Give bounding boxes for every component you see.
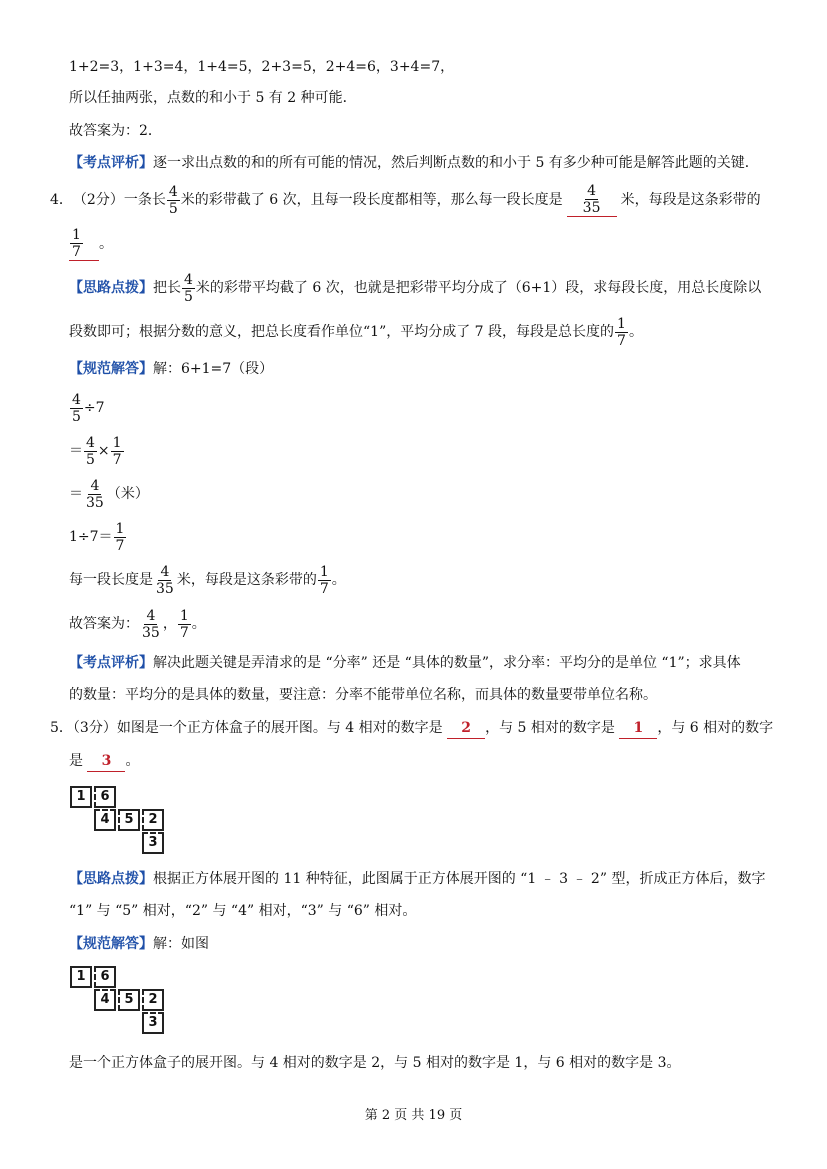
fraction-4-35: $\frac{4}{35}$ — [156, 563, 174, 597]
q4-line-2 — [69, 226, 113, 262]
net-cell: 6 — [94, 966, 116, 988]
q5-text-b: ，与 5 相对的数字是 — [485, 720, 615, 736]
fraction-4-5: $\frac{4}{5}$ — [184, 271, 193, 305]
net-cell: 4 — [94, 809, 116, 831]
fraction-4-35: $\frac{4}{35}$ — [582, 183, 601, 216]
q5-text-e: 。 — [125, 753, 140, 769]
q4-answer-blank-2 — [69, 227, 99, 261]
times-sign: × — [97, 443, 110, 459]
equals: ＝ — [69, 486, 83, 502]
hint-5-text-a: 根据正方体展开图的 11 种特征，此图属于正方体展开图的 “1 ﹣ 3 ﹣ 2” 型，折成正方体后，数字 — [153, 871, 766, 887]
answer-prefix: 故答案为： — [69, 616, 139, 632]
divide-seven: ÷7 — [83, 400, 105, 416]
fraction-1-7: $\frac{1}{7}$ — [112, 434, 122, 468]
fraction-4-5: $\frac{4}{5}$ — [72, 391, 81, 425]
net-cell: 5 — [118, 809, 140, 831]
net-cell: 3 — [142, 1012, 164, 1034]
fraction-1-7: $\frac{1}{7}$ — [115, 520, 125, 554]
solution-tag: 【规范解答】 — [69, 936, 153, 952]
q4-text-c: 米，每段是这条彩带的 — [620, 192, 761, 208]
step-4 — [69, 519, 127, 555]
comma: ， — [162, 616, 177, 632]
q4-text-a: （2分）一条长 — [72, 192, 166, 208]
solution-tag: 【规范解答】 — [69, 361, 153, 377]
net-cell: 2 — [142, 989, 164, 1011]
review-line-3: 的数量：平均分的是具体的数量，要注意：分率不能带单位名称，而具体的数量要带单位名称。 — [69, 687, 657, 703]
q5-number: 5． — [50, 720, 73, 736]
q5-answer-3: 3 — [87, 751, 125, 772]
fraction-1-7: $\frac{1}{7}$ — [617, 315, 626, 349]
calc-line: 1+2=3，1+3=4，1+4=5，2+3=5，2+4=6，3+4=7， — [69, 59, 455, 75]
equals: ＝ — [69, 443, 83, 459]
hint-tag: 【思路点拨】 — [69, 280, 153, 296]
hint-text-d: 。 — [628, 324, 643, 340]
net-cell: 3 — [142, 832, 164, 854]
hint-text-c: 段数即可；根据分数的意义，把总长度看作单位“1”，平均分成了 7 段，每段是总长度的 — [69, 324, 615, 340]
review-text: 逐一求出点数的和的所有可能的情况，然后判断点数的和小于 5 有多少种可能是解答此题的关键． — [153, 155, 759, 171]
hint-line-5a — [69, 869, 765, 889]
solution-line-5 — [69, 934, 209, 954]
hint-text-a: 把长 — [153, 280, 181, 296]
summary-a: 每一段长度是 — [69, 572, 153, 588]
q5-text-d: 是 — [69, 753, 83, 769]
solution-text: 解：6+1=7（段） — [153, 361, 274, 377]
page-footer: 第 2 页 共 19 页 — [364, 1108, 463, 1123]
q5-text-a: （3分）如图是一个正方体盒子的展开图。与 4 相对的数字是 — [72, 720, 443, 736]
review-text-a: 解决此题关键是弄清求的是 “分率” 还是 “具体的数量”，求分率：平均分的是单位 “1”；求具体 — [153, 655, 741, 671]
q5-line-2 — [69, 751, 139, 772]
hint-line-2 — [69, 314, 643, 350]
step-3 — [69, 476, 149, 512]
net-cell: 1 — [70, 786, 92, 808]
answer-line-4 — [69, 606, 206, 642]
answer-end: 。 — [191, 616, 206, 632]
fraction-1-7: $\frac{1}{7}$ — [72, 227, 81, 260]
answer-line: 故答案为：2． — [69, 123, 162, 139]
fraction-4-35: $\frac{4}{35}$ — [86, 477, 104, 511]
unit-meter: （米） — [106, 486, 149, 502]
fraction-1-7: $\frac{1}{7}$ — [319, 563, 329, 597]
summary-c: 。 — [331, 572, 346, 588]
one-divide-seven: 1÷7＝ — [69, 529, 113, 545]
net-cell: 2 — [142, 809, 164, 831]
step-1 — [69, 390, 105, 426]
solution-5-text: 解：如图 — [153, 936, 209, 952]
q4-text-d: 。 — [99, 236, 113, 252]
q4-text-b: 米的彩带截了 6 次，且每一段长度都相等，那么每一段长度是 — [180, 192, 563, 208]
review-tag: 【考点评析】 — [69, 655, 153, 671]
net-cell: 6 — [94, 786, 116, 808]
net-cell: 1 — [70, 966, 92, 988]
q5-answer-1: 2 — [447, 718, 485, 739]
summary-line — [69, 562, 346, 598]
conclusion-line: 所以任抽两张，点数的和小于 5 有 2 种可能． — [69, 90, 357, 106]
question-4 — [50, 182, 761, 218]
summary-b: 米，每段是这条彩带的 — [176, 572, 317, 588]
q5-answer-2: 1 — [619, 718, 657, 739]
fraction-4-5: $\frac{4}{5}$ — [168, 183, 178, 217]
net-cell: 5 — [118, 989, 140, 1011]
fraction-4-35: $\frac{4}{35}$ — [142, 607, 160, 641]
fraction-4-5: $\frac{4}{5}$ — [86, 434, 95, 468]
solution-line — [69, 359, 273, 379]
review-line-2 — [69, 653, 741, 673]
review-tag: 【考点评析】 — [69, 155, 153, 171]
fraction-1-7: $\frac{1}{7}$ — [179, 607, 189, 641]
q5-text-c: ，与 6 相对的数字 — [657, 720, 774, 736]
question-5 — [50, 718, 773, 739]
net-cell: 4 — [94, 989, 116, 1011]
hint-line-1 — [69, 270, 761, 306]
hint-text-b: 米的彩带平均截了 6 次，也就是把彩带平均分成了（6+1）段，求每段长度，用总长度除以 — [195, 280, 762, 296]
hint-line-5b: “1” 与 “5” 相对，“2” 与 “4” 相对，“3” 与 “6” 相对。 — [69, 903, 417, 919]
q4-number: 4． — [50, 192, 73, 208]
step-2 — [69, 433, 125, 469]
final-line: 是一个正方体盒子的展开图。与 4 相对的数字是 2，与 5 相对的数字是 1，与 6 相对的数字是 3。 — [69, 1055, 681, 1071]
q4-answer-blank-1 — [567, 183, 617, 217]
hint-tag: 【思路点拨】 — [69, 871, 153, 887]
review-line — [69, 153, 759, 173]
